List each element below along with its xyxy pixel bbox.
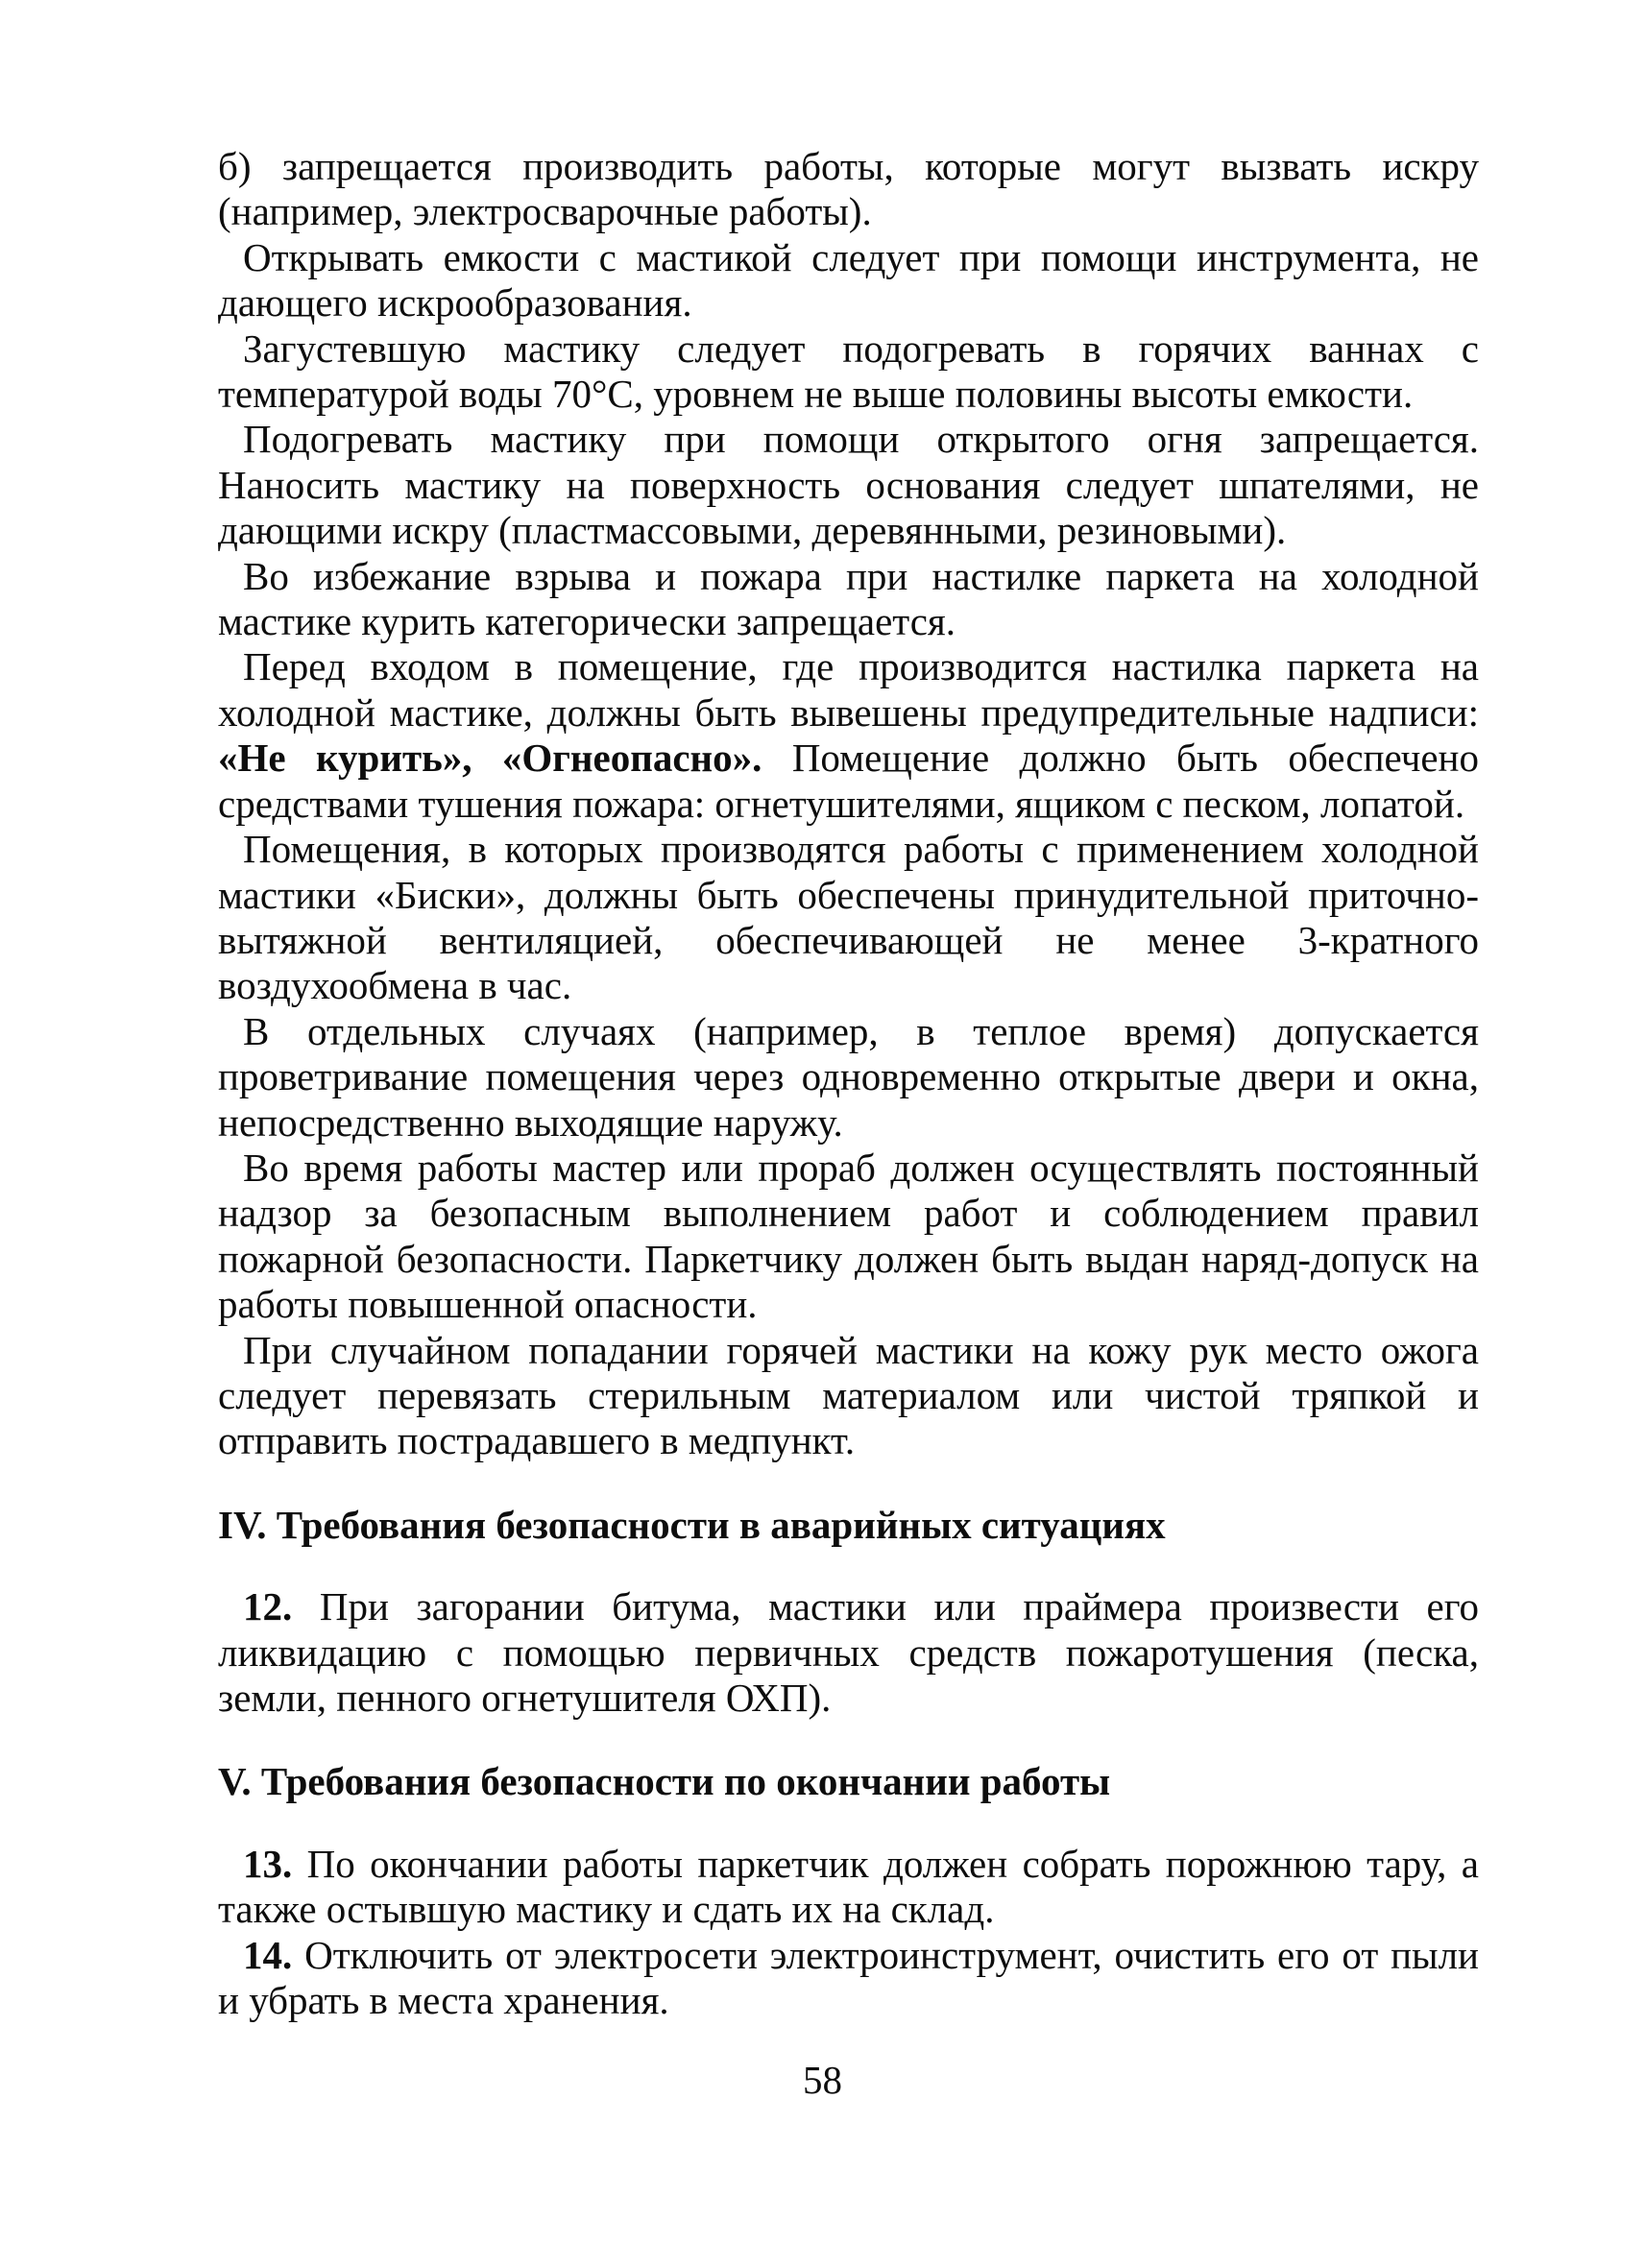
- warning-text-before: Перед входом в помещение, где производится настилка паркета на холодной мастике, должны быть вывешены предупредительные надписи:: [218, 644, 1479, 735]
- item-13: [218, 1842, 1479, 1933]
- warning-text-after: Помещение должно быть обеспечено средствами тушения пожара: огнетушителями, ящиком с песком, лопатой.: [218, 736, 1479, 826]
- paragraph-warning-signs: [218, 644, 1479, 827]
- item-13-text: По окончании работы паркетчик должен собрать порожнюю тару, а также остывшую мастику и сдать их на склад.: [218, 1841, 1479, 1932]
- section-iv-title: IV. Требования безопасности в аварийных ситуациях: [218, 1502, 1166, 1547]
- item-13-number: 13.: [243, 1841, 293, 1886]
- page-number: 58: [803, 2058, 842, 2102]
- paragraph-heating-mastic: Загустевшую мастику следует подогревать в горячих ваннах с температурой воды 70°С, уровнем не выше половины высоты емкости.: [218, 326, 1479, 417]
- item-14-text: Отключить от электросети электроинструмент, очистить его от пыли и убрать в места хранения.: [218, 1932, 1479, 2023]
- document-page: [218, 144, 1479, 2023]
- item-12-text: При загорании битума, мастики или праймера произвести его ликвидацию с помощью первичных средств пожаротушения (песка, земли, пенного огнетушителя ОХП).: [218, 1584, 1479, 1720]
- item-14-number: 14.: [243, 1932, 293, 1977]
- paragraph-supervision: Во время работы мастер или прораб должен осуществлять постоянный надзор за безопасным выполнением работ и соблюдением правил пожарной безопасности. Паркетчику должен быть выдан наряд-допуск на работы повышенной опасности.: [218, 1145, 1479, 1327]
- warning-signs-bold: «Не курить», «Огнеопасно».: [218, 736, 762, 781]
- paragraph-open-fire: Подогревать мастику при помощи открытого огня запрещается. Наносить мастику на поверхность основания следует шпателями, не дающими искру (пластмассовыми, деревянными, резиновыми).: [218, 417, 1479, 553]
- paragraph-spark-work: б) запрещается производить работы, которые могут вызвать искру (например, электросварочные работы).: [218, 144, 1479, 234]
- paragraph-burn-first-aid: При случайном попадании горячей мастики на кожу рук место ожога следует перевязать стерильным материалом или чистой тряпкой и отправить пострадавшего в медпункт.: [218, 1327, 1479, 1463]
- paragraph-no-smoking: Во избежание взрыва и пожара при настилке паркета на холодной мастике курить категорически запрещается.: [218, 553, 1479, 644]
- item-12: [218, 1584, 1479, 1721]
- paragraph-open-containers: Открывать емкости с мастикой следует при помощи инструмента, не дающего искрообразования.: [218, 234, 1479, 326]
- paragraph-ventilation: Помещения, в которых производятся работы с применением холодной мастики «Биски», должны быть обеспечены принудительной приточно-вытяжной вентиляцией, обеспечивающей не менее 3-кратного воздухообмена в час.: [218, 827, 1479, 1008]
- item-12-number: 12.: [243, 1584, 293, 1629]
- paragraph-airing: В отдельных случаях (например, в теплое время) допускается проветривание помещения через одновременно открытые двери и окна, непосредственно выходящие наружу.: [218, 1008, 1479, 1145]
- section-v-title: V. Требования безопасности по окончании работы: [218, 1759, 1111, 1804]
- item-14: [218, 1933, 1479, 2024]
